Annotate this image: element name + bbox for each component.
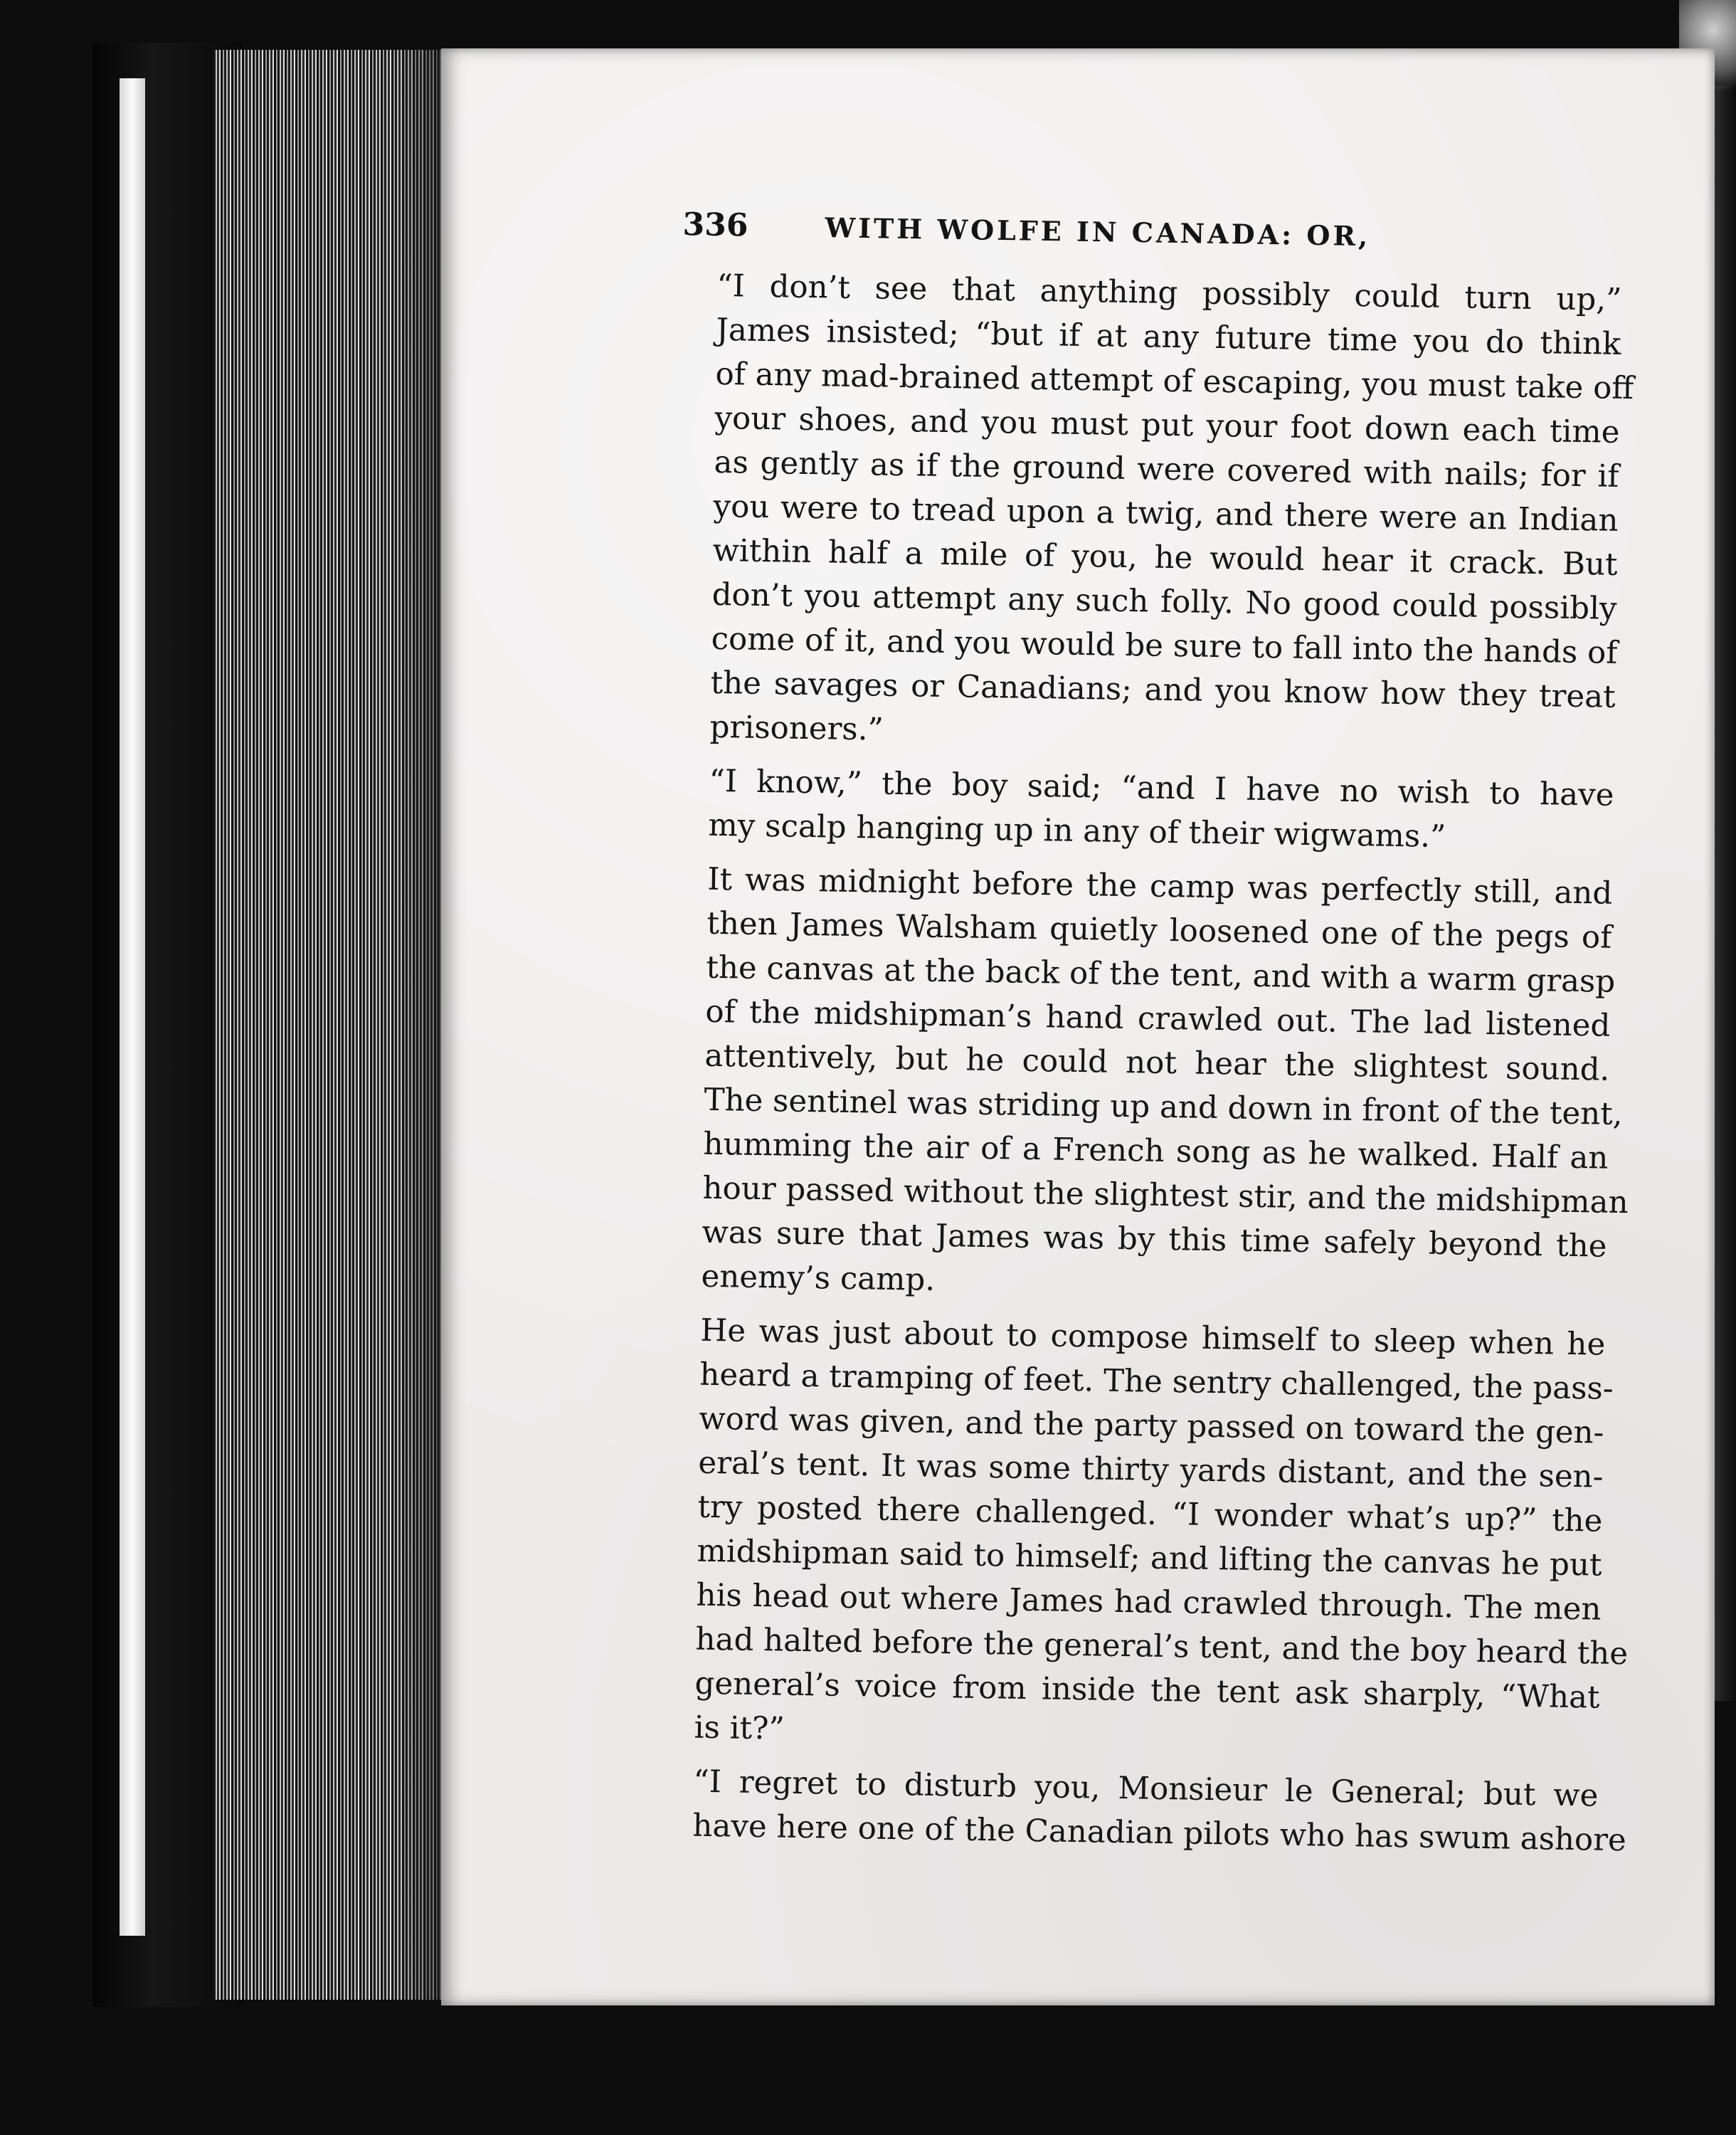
text-line: attentively, but he could not hear the slightest sound.: [704, 1038, 1610, 1088]
text-line: as gently as if the ground were covered with nails; for if: [714, 444, 1619, 495]
text-line: you were to tread upon a twig, and there were an Indian: [713, 488, 1619, 539]
text-line: have here one of the Canadian pilots who has swum ashore: [692, 1808, 1627, 1859]
text-line: eral’s tent. It was some thirty yards distant, and the sen-: [698, 1445, 1604, 1495]
text-line: don’t you attempt any such folly. No good could possibly: [711, 576, 1617, 627]
paragraph-1: [668, 263, 1634, 764]
text-line: enemy’s camp.: [701, 1258, 936, 1298]
binding-white-strip: [120, 78, 145, 1936]
text-line: within half a mile of you, he would hear it crack. But: [712, 532, 1618, 583]
text-line: midshipman said to himself; and lifting the canvas he put: [697, 1533, 1602, 1583]
text-line: of the midshipman’s hand crawled out. The lad listened: [705, 993, 1611, 1044]
text-line: my scalp hanging up in any of their wigwams.”: [708, 807, 1446, 855]
text-line: had halted before the general’s tent, and the boy heard the: [695, 1621, 1629, 1672]
text-line: general’s voice from inside the tent ask sharply, “What: [694, 1665, 1600, 1716]
text-line: “I know,” the boy said; “and I have no wish to have: [709, 763, 1614, 813]
text-line: his head out where James had crawled through. The men: [696, 1577, 1602, 1628]
text-line: of any mad-brained attempt of escaping, you must take off: [715, 356, 1634, 407]
text-line: was sure that James was by this time safely beyond the: [702, 1214, 1607, 1265]
page-number: 336: [682, 206, 748, 244]
text-line: is it?”: [694, 1709, 785, 1747]
text-line: The sentinel was striding up and down in front of the tent,: [704, 1082, 1623, 1133]
paragraph-2: [667, 759, 1614, 862]
body-text: [651, 263, 1634, 1872]
text-line: It was midnight before the camp was perfectly still, and: [707, 861, 1613, 912]
text-line: the savages or Canadians; and you know how they treat: [710, 665, 1616, 715]
text-line: prisoners.”: [709, 709, 884, 748]
text-line: then James Walsham quietly loosened one of the pegs of: [706, 905, 1612, 956]
running-title: WITH WOLFE IN CANADA: OR,: [825, 211, 1371, 253]
text-line: He was just about to compose himself to sleep when he: [700, 1312, 1606, 1363]
text-line: “I don’t see that anything possibly could turn up,”: [716, 268, 1622, 318]
paragraph-5: [651, 1759, 1627, 1862]
text-line: word was given, and the party passed on toward the gen-: [699, 1401, 1604, 1451]
text-line: heard a tramping of feet. The sentry challenged, the pass-: [699, 1356, 1614, 1407]
text-line: come of it, and you would be sure to fall into the hands of: [711, 621, 1618, 671]
text-line: your shoes, and you must put your foot down each time: [714, 400, 1620, 450]
text-line: try posted there challenged. “I wonder what’s up?” the: [697, 1489, 1603, 1539]
paragraph-3: [660, 857, 1629, 1313]
paragraph-4: [652, 1308, 1629, 1764]
text-line: hour passed without the slightest stir, and the midshipman: [702, 1170, 1629, 1221]
text-line: humming the air of a French song as he walked. Half an: [703, 1126, 1609, 1176]
text-line: James insisted; “but if at any future time you do think: [716, 312, 1621, 362]
text-line: “I regret to disturb you, Monsieur le General; but we: [693, 1764, 1599, 1814]
text-line: the canvas at the back of the tent, and with a warm grasp: [706, 949, 1616, 1000]
